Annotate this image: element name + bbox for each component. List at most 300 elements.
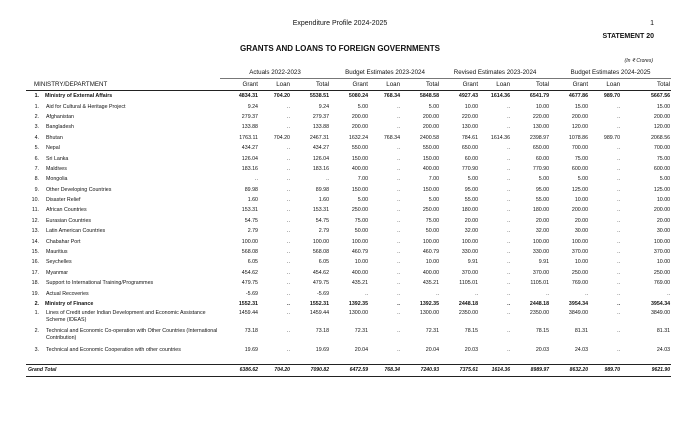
- value-cell: ..: [397, 259, 401, 266]
- value-cell: ..: [397, 113, 401, 120]
- value-cell: 75.00: [656, 155, 671, 162]
- value-cell: ..: [617, 290, 621, 297]
- value-cell: ..: [397, 228, 401, 235]
- value-cell: 100.00: [241, 238, 258, 245]
- row-name: Mongolia: [46, 176, 68, 183]
- value-cell: 126.04: [312, 155, 330, 162]
- value-cell: ..: [255, 176, 258, 183]
- value-cell: 1459.44: [238, 310, 258, 317]
- value-cell: ..: [397, 103, 401, 110]
- value-cell: 200.00: [422, 124, 440, 131]
- row-serial-number: 1.: [34, 310, 39, 317]
- value-cell: 1105.01: [530, 280, 550, 287]
- value-cell: 24.03: [574, 346, 589, 353]
- value-cell: 568.08: [241, 249, 258, 256]
- row-name: Maldives: [46, 165, 67, 172]
- value-cell: ..: [397, 207, 401, 214]
- value-cell: 568.08: [312, 249, 330, 256]
- value-cell: 73.18: [244, 328, 258, 335]
- value-cell: 153.31: [312, 207, 330, 214]
- row-name: Seychelles: [46, 259, 72, 266]
- table-row: [26, 195, 671, 205]
- value-cell: 370.00: [532, 269, 550, 276]
- value-cell: 125.00: [653, 186, 671, 193]
- value-cell: 75.00: [354, 217, 369, 224]
- row-serial-number: 15.: [31, 249, 39, 256]
- value-cell: 5.00: [428, 103, 440, 110]
- value-cell: ..: [617, 155, 621, 162]
- value-cell: ..: [507, 217, 511, 224]
- value-cell: ..: [507, 165, 511, 172]
- value-cell: 989.70: [603, 134, 621, 141]
- total-value-cell: 8632.20: [550, 364, 589, 376]
- total-value-cell: 7375.61: [440, 364, 479, 376]
- section-name: Ministry of Finance: [45, 301, 94, 307]
- value-cell: 1105.01: [459, 280, 479, 287]
- value-cell: 700.00: [571, 145, 589, 152]
- value-cell: ..: [507, 228, 511, 235]
- total-value-cell: 1614.36: [479, 364, 511, 376]
- value-cell: 5080.24: [348, 93, 369, 100]
- table-row: [26, 143, 671, 153]
- row-serial-number: 8.: [34, 176, 39, 183]
- table-body: [26, 91, 671, 365]
- value-cell: ..: [617, 280, 621, 287]
- value-cell: 330.00: [532, 249, 550, 256]
- value-cell: ..: [617, 113, 621, 120]
- value-cell: 200.00: [351, 124, 369, 131]
- value-cell: ..: [287, 290, 290, 297]
- value-cell: 100.00: [351, 238, 369, 245]
- value-cell: 400.00: [422, 165, 440, 172]
- value-cell: 20.00: [656, 217, 671, 224]
- value-cell: ..: [507, 155, 511, 162]
- row-serial-number: 11.: [32, 207, 39, 214]
- value-cell: 55.00: [535, 197, 550, 204]
- value-cell: 1552.31: [309, 301, 330, 307]
- row-name: Actual Recoveries: [46, 290, 89, 297]
- grand-total-row: [26, 364, 671, 376]
- value-cell: ..: [397, 328, 401, 335]
- col-header-total: Total: [401, 79, 440, 91]
- value-cell: ..: [617, 269, 621, 276]
- value-cell: 24.03: [656, 346, 671, 353]
- value-cell: 5538.51: [309, 93, 330, 100]
- value-cell: 1.60: [318, 197, 330, 204]
- value-cell: ..: [507, 259, 511, 266]
- row-serial-number: 12.: [31, 217, 39, 224]
- value-cell: 5.00: [659, 176, 671, 183]
- value-cell: ..: [287, 145, 290, 152]
- value-cell: ..: [507, 186, 511, 193]
- value-cell: 2448.18: [529, 301, 550, 307]
- value-cell: ..: [507, 238, 511, 245]
- value-cell: 370.00: [653, 249, 671, 256]
- value-cell: 400.00: [351, 269, 369, 276]
- value-cell: ..: [436, 290, 440, 297]
- value-cell: ..: [585, 290, 589, 297]
- value-cell: 10.00: [574, 197, 589, 204]
- value-cell: 1392.35: [348, 301, 369, 307]
- row-serial-number: 10.: [31, 197, 39, 204]
- table-row: [26, 236, 671, 246]
- value-cell: 32.00: [535, 228, 550, 235]
- total-value-cell: 7240.93: [401, 364, 440, 376]
- value-cell: 5.00: [357, 103, 369, 110]
- value-cell: 10.00: [535, 103, 550, 110]
- value-cell: 989.70: [603, 93, 621, 100]
- value-cell: ..: [617, 103, 621, 110]
- value-cell: 73.18: [315, 328, 330, 335]
- value-cell: 5.00: [538, 176, 550, 183]
- value-cell: ..: [507, 249, 511, 256]
- units-note: (In ₹ Crores): [624, 58, 653, 64]
- row-name: Aid for Cultural & Heritage Project: [46, 103, 126, 110]
- value-cell: 650.00: [461, 145, 479, 152]
- value-cell: 30.00: [574, 228, 589, 235]
- value-cell: 20.04: [354, 346, 369, 353]
- group-header-revised-2023-24: Revised Estimates 2023-2024: [440, 66, 550, 79]
- row-serial-number: 3.: [34, 346, 39, 353]
- group-header-actuals: Actuals 2022-2023: [220, 66, 330, 79]
- value-cell: ..: [397, 238, 401, 245]
- value-cell: ..: [397, 346, 401, 353]
- value-cell: ..: [287, 176, 290, 183]
- value-cell: 1614.36: [490, 93, 511, 100]
- col-header-total: Total: [621, 79, 671, 91]
- column-subheader-row: [26, 79, 671, 91]
- value-cell: 20.04: [425, 346, 440, 353]
- col-header-loan: Loan: [479, 79, 511, 91]
- value-cell: 120.00: [571, 124, 589, 131]
- value-cell: 1632.24: [348, 134, 369, 141]
- row-name: Myanmar: [46, 269, 69, 276]
- value-cell: 4927.43: [458, 93, 479, 100]
- value-cell: 32.00: [464, 228, 479, 235]
- row-serial-number: 2.: [34, 328, 39, 335]
- value-cell: 6.05: [318, 259, 330, 266]
- row-serial-number: 2.: [34, 113, 39, 120]
- value-cell: ..: [397, 310, 401, 317]
- value-cell: 3849.00: [568, 310, 589, 317]
- value-cell: ..: [507, 103, 511, 110]
- grand-total-label: Grand Total: [26, 364, 220, 376]
- value-cell: 768.34: [383, 134, 401, 141]
- value-cell: ..: [617, 301, 621, 307]
- value-cell: 100.00: [653, 238, 671, 245]
- value-cell: 435.21: [351, 280, 369, 287]
- value-cell: 7.00: [357, 176, 369, 183]
- total-value-cell: 8989.97: [511, 364, 550, 376]
- value-cell: 479.75: [312, 280, 330, 287]
- value-cell: 200.00: [653, 113, 671, 120]
- blank-header-cell: [26, 66, 220, 79]
- value-cell: 100.00: [422, 238, 440, 245]
- value-cell: ..: [287, 113, 290, 120]
- value-cell: ..: [287, 328, 290, 335]
- value-cell: 1614.36: [490, 134, 511, 141]
- row-serial-number: 17.: [31, 269, 39, 276]
- value-cell: 95.00: [535, 186, 550, 193]
- col-header-grant: Grant: [220, 79, 259, 91]
- value-cell: 150.00: [351, 186, 369, 193]
- value-cell: ..: [617, 249, 621, 256]
- value-cell: 2467.31: [309, 134, 330, 141]
- value-cell: ..: [507, 207, 511, 214]
- table-row: [26, 216, 671, 226]
- row-serial-number: 3.: [34, 124, 39, 131]
- value-cell: 15.00: [574, 103, 589, 110]
- table-row: [26, 268, 671, 278]
- statement-label: STATEMENT 20: [602, 33, 654, 40]
- group-header-budget-2024-25: Budget Estimates 2024-2025: [550, 66, 671, 79]
- value-cell: 770.90: [532, 165, 550, 172]
- value-cell: 2.79: [318, 228, 330, 235]
- value-cell: 3954.34: [650, 301, 671, 307]
- table-heading: GRANTS AND LOANS TO FOREIGN GOVERNMENTS: [239, 44, 440, 53]
- value-cell: 180.00: [461, 207, 479, 214]
- value-cell: ..: [617, 197, 621, 204]
- value-cell: 460.79: [422, 249, 440, 256]
- value-cell: 200.00: [351, 113, 369, 120]
- row-name: African Countries: [46, 207, 87, 214]
- row-name: Lines of Credit under Indian Development and Economic Assistance Scheme (IDEAS): [46, 310, 206, 323]
- value-cell: -5.69: [245, 290, 258, 297]
- total-value-cell: 768.34: [369, 364, 401, 376]
- col-header-total: Total: [511, 79, 550, 91]
- value-cell: ..: [287, 269, 290, 276]
- value-cell: 1552.31: [238, 301, 258, 307]
- row-serial-number: 9.: [34, 186, 39, 193]
- value-cell: 2350.00: [529, 310, 550, 317]
- table-row: [26, 346, 671, 365]
- value-cell: 434.27: [241, 145, 258, 152]
- col-header-grant: Grant: [330, 79, 369, 91]
- value-cell: 2068.56: [650, 134, 671, 141]
- value-cell: 5.00: [357, 197, 369, 204]
- row-name: Other Developing Countries: [46, 186, 112, 193]
- value-cell: ..: [546, 290, 550, 297]
- value-cell: 3954.34: [568, 301, 589, 307]
- value-cell: 9.24: [247, 103, 258, 110]
- table-row: [26, 112, 671, 122]
- row-serial-number: 5.: [34, 145, 39, 152]
- row-name: Technical and Economic Cooperation with other countries: [46, 346, 181, 353]
- value-cell: 10.00: [425, 259, 440, 266]
- value-cell: 479.75: [241, 280, 258, 287]
- value-cell: 250.00: [422, 207, 440, 214]
- value-cell: 10.00: [574, 259, 589, 266]
- value-cell: ..: [326, 176, 330, 183]
- section-row: [26, 91, 671, 102]
- table-row: [26, 257, 671, 267]
- value-cell: 50.00: [425, 228, 440, 235]
- value-cell: ..: [507, 280, 511, 287]
- value-cell: ..: [507, 290, 511, 297]
- value-cell: 250.00: [351, 207, 369, 214]
- value-cell: 9.91: [538, 259, 550, 266]
- value-cell: 550.00: [422, 145, 440, 152]
- value-cell: ..: [365, 290, 369, 297]
- col-header-loan: Loan: [589, 79, 621, 91]
- value-cell: 454.62: [312, 269, 330, 276]
- value-cell: 1763.11: [239, 134, 258, 141]
- value-cell: 19.69: [315, 346, 330, 353]
- value-cell: 2350.00: [458, 310, 479, 317]
- row-name: Chabahar Port: [46, 238, 81, 245]
- value-cell: 19.69: [244, 346, 258, 353]
- value-cell: 220.00: [461, 113, 479, 120]
- row-name: Eurasian Countries: [46, 217, 92, 224]
- section-row: [26, 299, 671, 309]
- table-row: [26, 247, 671, 257]
- value-cell: 95.00: [464, 186, 479, 193]
- row-name: Technical and Economic Co-operation with Other Countries (International Contribution): [46, 328, 218, 342]
- value-cell: ..: [397, 165, 401, 172]
- value-cell: ..: [507, 346, 511, 353]
- value-cell: ..: [287, 165, 290, 172]
- value-cell: ..: [617, 124, 621, 131]
- value-cell: ..: [667, 290, 671, 297]
- value-cell: ..: [507, 328, 511, 335]
- value-cell: 130.00: [461, 124, 479, 131]
- value-cell: 550.00: [351, 145, 369, 152]
- total-value-cell: 989.70: [589, 364, 621, 376]
- value-cell: 5.00: [577, 176, 589, 183]
- value-cell: 1300.00: [419, 310, 440, 317]
- value-cell: 200.00: [571, 113, 589, 120]
- value-cell: 460.79: [351, 249, 369, 256]
- value-cell: 20.00: [535, 217, 550, 224]
- row-serial-number: 1.: [34, 103, 39, 110]
- value-cell: ..: [617, 328, 621, 335]
- value-cell: 9.24: [318, 103, 330, 110]
- value-cell: -5.69: [316, 290, 330, 297]
- value-cell: 768.34: [383, 93, 401, 100]
- value-cell: ..: [397, 124, 401, 131]
- table-row: [26, 164, 671, 174]
- value-cell: 200.00: [422, 113, 440, 120]
- row-serial-number: 1.: [34, 93, 39, 100]
- value-cell: ..: [397, 301, 401, 307]
- value-cell: ..: [287, 310, 290, 317]
- value-cell: 89.98: [244, 186, 258, 193]
- value-cell: 78.15: [535, 328, 550, 335]
- value-cell: ..: [617, 176, 621, 183]
- value-cell: 784.61: [461, 134, 479, 141]
- value-cell: 75.00: [425, 217, 440, 224]
- value-cell: 180.00: [532, 207, 550, 214]
- value-cell: 700.00: [653, 145, 671, 152]
- table-row: [26, 153, 671, 163]
- table-row: [26, 226, 671, 236]
- value-cell: 770.90: [461, 165, 479, 172]
- value-cell: ..: [397, 186, 401, 193]
- value-cell: 250.00: [653, 269, 671, 276]
- value-cell: 5.00: [467, 176, 479, 183]
- value-cell: 72.31: [425, 328, 440, 335]
- col-header-loan: Loan: [369, 79, 401, 91]
- value-cell: 126.04: [241, 155, 258, 162]
- value-cell: 10.00: [656, 259, 671, 266]
- value-cell: 54.75: [244, 217, 258, 224]
- value-cell: 100.00: [312, 238, 330, 245]
- value-cell: ..: [617, 207, 621, 214]
- value-cell: ..: [507, 176, 511, 183]
- value-cell: 1459.44: [309, 310, 330, 317]
- value-cell: 133.88: [312, 124, 330, 131]
- value-cell: 600.00: [653, 165, 671, 172]
- value-cell: ..: [397, 269, 401, 276]
- value-cell: 279.37: [312, 113, 330, 120]
- value-cell: 400.00: [422, 269, 440, 276]
- value-cell: 200.00: [653, 207, 671, 214]
- value-cell: ..: [287, 280, 290, 287]
- value-cell: 6541.79: [529, 93, 550, 100]
- value-cell: 130.00: [532, 124, 550, 131]
- value-cell: 434.27: [312, 145, 330, 152]
- value-cell: 55.00: [464, 197, 479, 204]
- value-cell: ..: [397, 280, 401, 287]
- value-cell: ..: [617, 346, 621, 353]
- value-cell: 2.79: [247, 228, 258, 235]
- value-cell: ..: [287, 217, 290, 224]
- value-cell: ..: [507, 113, 511, 120]
- value-cell: ..: [617, 186, 621, 193]
- value-cell: ..: [287, 301, 290, 307]
- value-cell: ..: [617, 217, 621, 224]
- value-cell: 15.00: [656, 103, 671, 110]
- total-value-cell: 6472.59: [330, 364, 369, 376]
- value-cell: 81.31: [656, 328, 671, 335]
- value-cell: ..: [287, 186, 290, 193]
- col-header-loan: Loan: [259, 79, 291, 91]
- value-cell: ..: [617, 238, 621, 245]
- value-cell: ..: [507, 145, 511, 152]
- value-cell: 370.00: [571, 249, 589, 256]
- row-serial-number: 6.: [34, 155, 39, 162]
- value-cell: 20.03: [464, 346, 479, 353]
- value-cell: ..: [287, 103, 290, 110]
- value-cell: 20.03: [535, 346, 550, 353]
- value-cell: 704.20: [273, 93, 290, 100]
- value-cell: 400.00: [351, 165, 369, 172]
- value-cell: 330.00: [461, 249, 479, 256]
- col-header-grant: Grant: [440, 79, 479, 91]
- value-cell: 183.16: [241, 165, 258, 172]
- table-row: [26, 309, 671, 327]
- value-cell: 6.05: [247, 259, 258, 266]
- row-name: Bhutan: [46, 134, 63, 141]
- value-cell: 72.31: [354, 328, 369, 335]
- value-cell: 250.00: [571, 269, 589, 276]
- total-value-cell: 704.20: [259, 364, 291, 376]
- value-cell: 2448.18: [458, 301, 479, 307]
- value-cell: ..: [507, 301, 511, 307]
- value-cell: 75.00: [574, 155, 589, 162]
- value-cell: ..: [397, 155, 401, 162]
- value-cell: 54.75: [315, 217, 330, 224]
- value-cell: 5667.56: [650, 93, 671, 100]
- value-cell: 769.00: [571, 280, 589, 287]
- value-cell: 600.00: [571, 165, 589, 172]
- value-cell: 120.00: [653, 124, 671, 131]
- value-cell: 100.00: [461, 238, 479, 245]
- table-row: [26, 185, 671, 195]
- value-cell: 4834.31: [238, 93, 258, 100]
- table-row: [26, 133, 671, 143]
- table-row: [26, 288, 671, 298]
